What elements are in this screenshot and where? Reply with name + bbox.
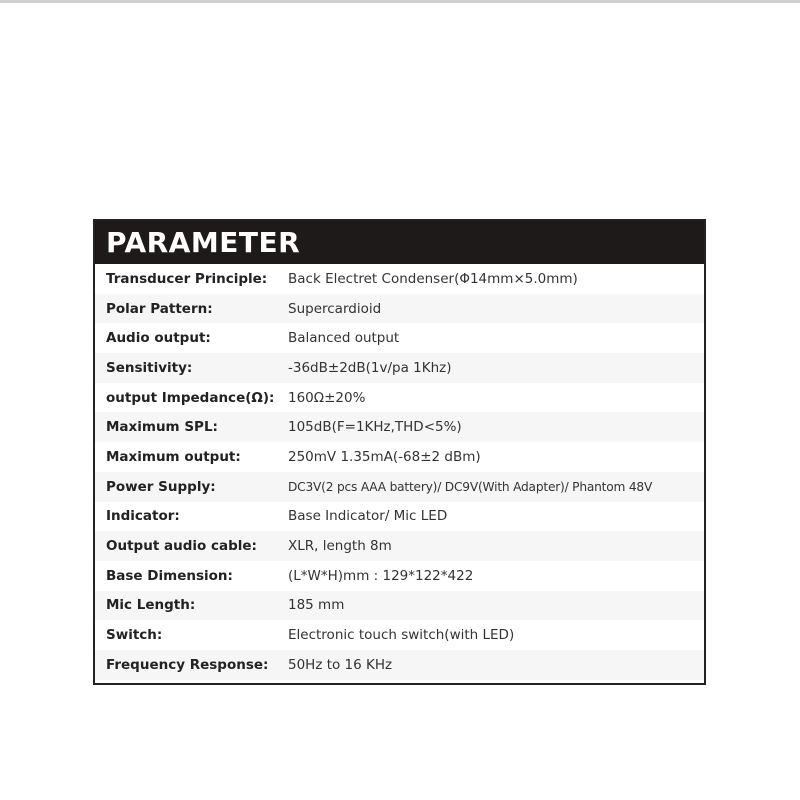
spec-label: Base Dimension: [106, 567, 233, 584]
spec-value: Back Electret Condenser(Φ14mm×5.0mm) [288, 270, 578, 287]
parameter-table [93, 219, 706, 685]
spec-row-frequency-response [95, 650, 704, 680]
spec-row-transducer-principle [95, 264, 704, 294]
top-divider [0, 0, 800, 3]
spec-label: Frequency Response: [106, 656, 269, 673]
spec-label: Maximum output: [106, 448, 241, 465]
spec-label: Switch: [106, 627, 163, 644]
parameter-title: PARAMETER [106, 226, 301, 259]
spec-label: Output audio cable: [106, 538, 257, 555]
spec-row-audio-output [95, 323, 704, 353]
spec-value: 160Ω±20% [288, 389, 366, 406]
spec-row-indicator [95, 502, 704, 532]
spec-row-output-impedance [95, 383, 704, 413]
spec-value: Electronic touch switch(with LED) [288, 627, 515, 644]
spec-label: Maximum SPL: [106, 419, 218, 436]
spec-label: Polar Pattern: [106, 300, 213, 317]
spec-label: Sensitivity: [106, 359, 193, 376]
spec-value: 105dB(F=1KHz,THD<5%) [288, 419, 462, 436]
spec-value: 185 mm [288, 597, 345, 614]
spec-row-maximum-spl [95, 412, 704, 442]
spec-value: -36dB±2dB(1v/pa 1Khz) [288, 359, 452, 376]
spec-value: 50Hz to 16 KHz [288, 656, 393, 673]
spec-row-base-dimension [95, 561, 704, 591]
spec-row-switch [95, 620, 704, 650]
spec-value: XLR, length 8m [288, 538, 392, 555]
parameter-header [95, 221, 704, 264]
spec-row-maximum-output [95, 442, 704, 472]
spec-value: 250mV 1.35mA(-68±2 dBm) [288, 448, 481, 465]
spec-row-power-supply [95, 472, 704, 502]
spec-value: DC3V(2 pcs AAA battery)/ DC9V(With Adapter)/ Phantom 48V [288, 479, 653, 494]
spec-row-polar-pattern [95, 294, 704, 324]
spec-label: Audio output: [106, 330, 211, 347]
spec-row-sensitivity [95, 353, 704, 383]
spec-label: Mic Length: [106, 597, 196, 614]
spec-value: Base Indicator/ Mic LED [288, 508, 448, 525]
spec-value: Supercardioid [288, 300, 382, 317]
spec-label: Indicator: [106, 508, 180, 525]
spec-value: Balanced output [288, 330, 400, 347]
spec-label: Transducer Principle: [106, 270, 268, 287]
spec-label: output Impedance(Ω): [106, 389, 275, 406]
spec-label: Power Supply: [106, 478, 216, 495]
spec-row-output-audio-cable [95, 531, 704, 561]
parameter-rows [95, 264, 704, 680]
spec-row-mic-length [95, 591, 704, 621]
spec-value: (L*W*H)mm : 129*122*422 [288, 567, 474, 584]
